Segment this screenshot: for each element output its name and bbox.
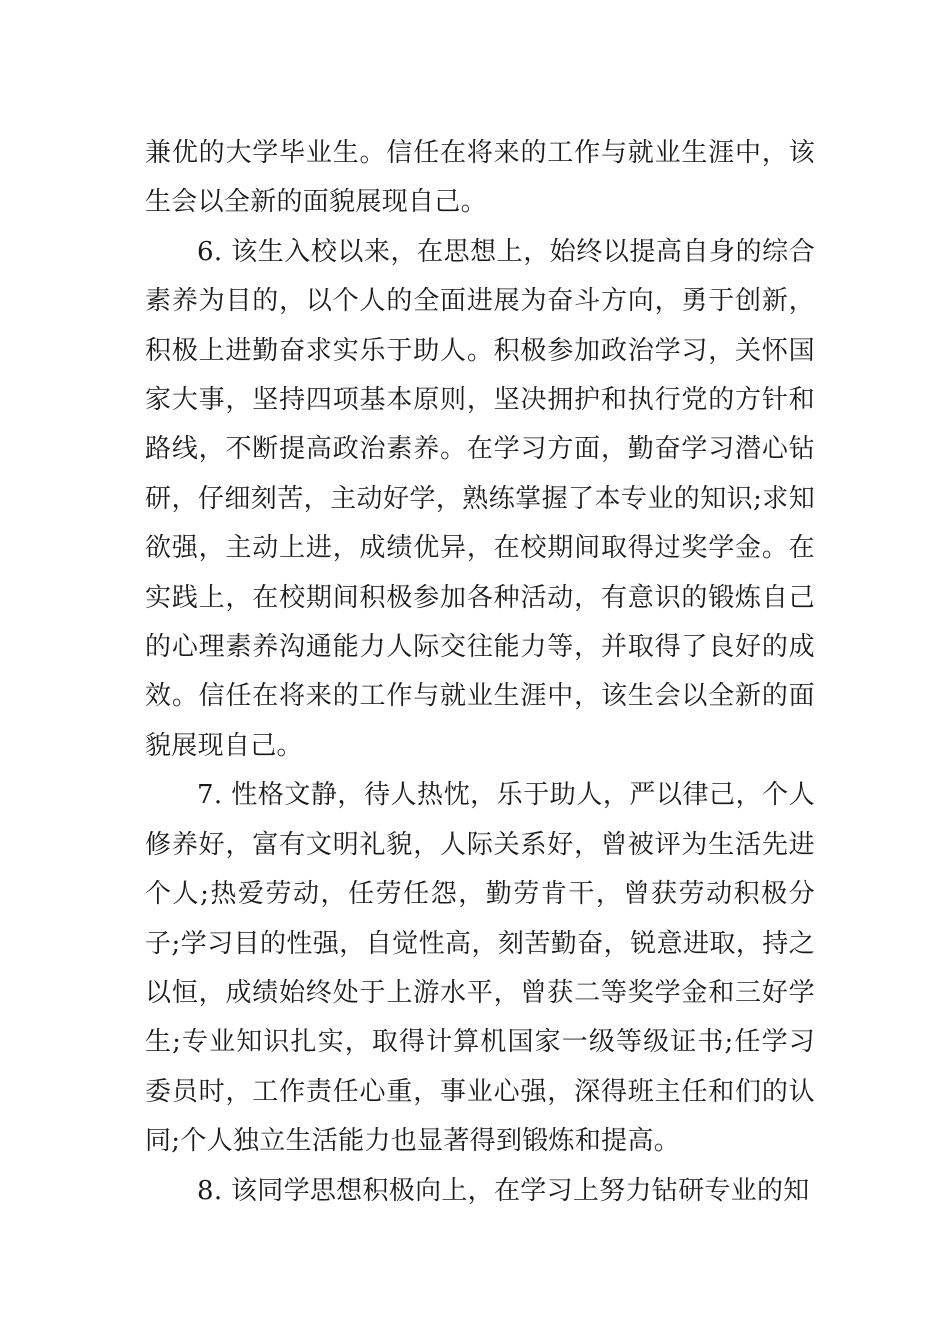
- paragraph-item-6: 6. 该生入校以来，在思想上，始终以提高自身的综合素养为目的，以个人的全面进展为奋斗方向，勇于创新，积极上进勤奋求实乐于助人。积极参加政治学习，关怀国家大事，坚持四项基本原则，坚决拥护和执行党的方针和路线，不断提高政治素养。在学习方面，勤奋学习潜心钻研，仔细刻苦，主动好学，熟练掌握了本专业的知识;求知欲强，主动上进，成绩优异，在校期间取得过奖学金。在实践上，在校期间积极参加各种活动，有意识的锻炼自己的心理素养沟通能力人际交往能力等，并取得了良好的成效。信任在将来的工作与就业生涯中，该生会以全新的面貌展现自己。: [145, 236, 815, 761]
- document-body: [145, 129, 815, 1216]
- paragraph-item-8: 8. 该同学思想积极向上，在学习上努力钻研专业的知: [197, 1175, 810, 1206]
- paragraph-continuation: 兼优的大学毕业生。信任在将来的工作与就业生涯中，该生会以全新的面貌展现自己。: [145, 138, 815, 218]
- paragraph-item-7: 7. 性格文静，待人热忱，乐于助人，严以律己，个人修养好，富有文明礼貌，人际关系好，曾被评为生活先进个人;热爱劳动，任劳任怨，勤劳肯干，曾获劳动积极分子;学习目的性强，自觉性高，刻苦勤奋，锐意进取，持之以恒，成绩始终处于上游水平，曾获二等奖学金和三好学生;专业知识扎实，取得计算机国家一级等级证书;任学习委员时，工作责任心重，事业心强，深得班主任和们的认同;个人独立生活能力也显著得到锻炼和提高。: [145, 780, 815, 1157]
